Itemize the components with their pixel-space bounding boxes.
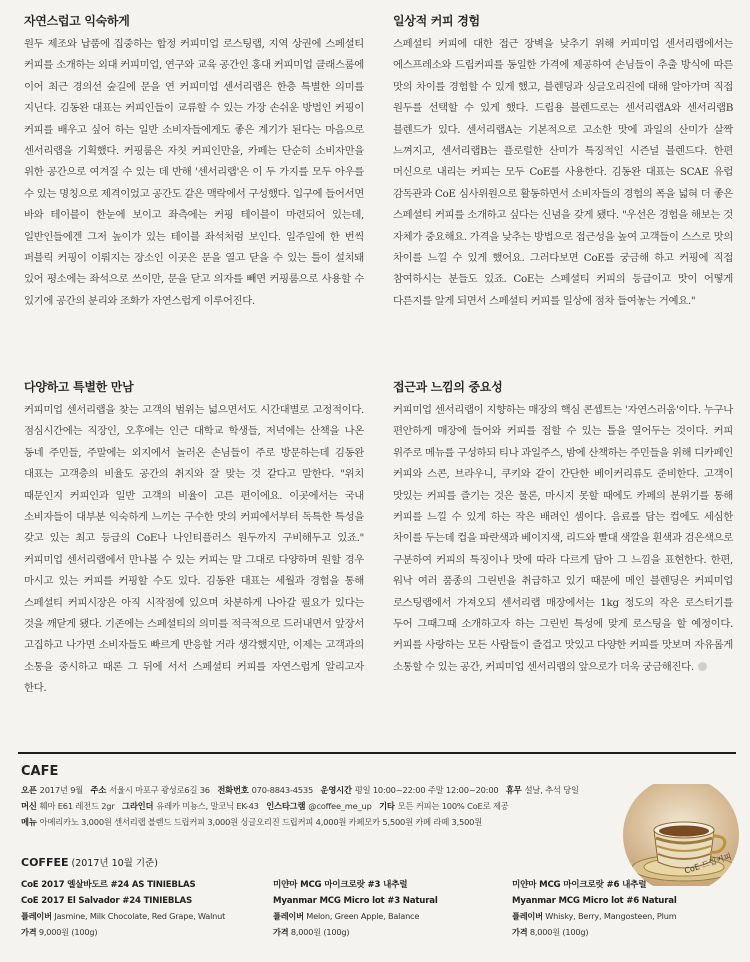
info-label: 주소 xyxy=(90,785,107,795)
coffee-name-en: Myanmar MCG Micro lot #3 Natural xyxy=(273,895,438,906)
section-title: 자연스럽고 익숙하게 xyxy=(24,14,130,28)
price-value: 9,000원 (100g) xyxy=(38,926,98,937)
section-natural xyxy=(24,12,364,312)
cafe-info xyxy=(21,764,621,830)
end-mark-icon xyxy=(698,662,707,671)
info-label: 머신 xyxy=(21,801,37,811)
cafe-info-row xyxy=(21,798,621,814)
coffee-name-en: CoE 2017 El Salvador #24 TINIEBLAS xyxy=(21,895,192,906)
info-value: 훼마 E61 레전드 2gr xyxy=(39,801,115,811)
coffee-price xyxy=(21,925,256,941)
photo-caption: CoE 드립커피 xyxy=(683,851,733,876)
price-label: 가격 xyxy=(21,926,37,937)
coffee-name-en: Myanmar MCG Micro lot #6 Natural xyxy=(512,895,677,906)
section-title: 일상적 커피 경험 xyxy=(393,14,480,28)
info-value: 070-8843-4535 xyxy=(251,785,314,795)
info-label: 전화번호 xyxy=(217,785,249,795)
info-label: 오픈 xyxy=(21,785,37,795)
section-access-feeling xyxy=(393,378,733,678)
coffee-item xyxy=(21,878,256,940)
coffee-flavor xyxy=(21,909,256,925)
info-value: 서울시 마포구 광성로6길 36 xyxy=(109,785,210,795)
info-value: 유레카 미뇽스, 말코닉 EK-43 xyxy=(156,801,259,811)
cafe-info-row xyxy=(21,814,621,830)
price-value: 8,000원 (100g) xyxy=(529,926,589,937)
coffee-note: (2017년 10월 기준) xyxy=(71,858,158,869)
flavor-label: 플레이버 xyxy=(273,911,304,921)
flavor-label: 플레이버 xyxy=(21,911,52,921)
price-label: 가격 xyxy=(512,926,528,937)
coffee-price xyxy=(273,925,508,941)
coffee-name-ko: 미얀마 MCG 마이크로랏 #6 내추럴 xyxy=(512,880,647,890)
section-body: 스페셜티 커피에 대한 접근 장벽을 낮추기 위해 커피미업 센서리랩에서는 에스프레소와 드립커피를 동일한 가격에 제공하여 손님들이 추출 방식에 따른 맛의 차이를 경험할 수 있게 했고, 블렌딩과 싱글오리진에 대해 알아가며 직접 원두를 선택할 수 있게 했다. 드립용 블렌드로는 센서리랩A와 센서리랩B 블렌드가 있다. 센서리랩A는 기본적으로 고소한 맛에 과일의 산미가 살짝 느껴지고, 센서리랩B는 플로럴한 산미가 특징적인 시즌널 블렌드다. 한편 머신으로 내리는 커피는 모두 CoE를 사용한다. 김동완 대표는 SCAE 유럽 감독관과 CoE 심사위원으로 활동하면서 소비자들의 경험의 폭을 넓혀 더 좋은 스페셜티 커피를 소개하고 싶다는 신념을 갖게 됐다. "우선은 경험을 해보는 것 자체가 중요해요. 가격을 낮추는 방법으로 접근성을 높여 고객들이 스스로 맛의 차이를 느낄 수 있게 했어요. 그러다보면 CoE를 궁금해 하고 커핑에 직접 참여하시는 분들도 있죠. CoE는 스페셜티 커피의 등급이고 맛이 어떻게 다른지를 알게 되면서 스페셜티 커피를 일상에 점차 들여놓는 거예요." xyxy=(393,38,733,307)
price-value: 8,000원 (100g) xyxy=(290,926,350,937)
section-body-text: 커피미업 센서리랩이 지향하는 매장의 핵심 콘셉트는 '자연스러움'이다. 누구나 편안하게 매장에 들어와 커피를 접할 수 있는 틀을 열어두는 것이다. 커피 위주로 메뉴를 구성하되 티나 과일주스, 밤에 산책하는 주민들을 위해 디카페인 커피와 스콘, 브라우니, 쿠키와 같이 간단한 베이커리류도 준비한다. 고객이 맛있는 커피를 즐기는 것은 물론, 마시지 못할 때에도 카페의 분위기를 통해 커피를 느낄 수 있게 하는 작은 배려인 셈이다. 음료를 담는 컵에도 세심한 차이를 두는데 컵을 파란색과 베이지색, 리드와 빨대 색깔을 흰색과 검은색으로 구분하여 커피의 특징이나 맛에 따라 다르게 담아 그 느낌을 표현한다. 한편, 워낙 여러 품종의 그린빈을 취급하고 있기 때문에 메인 블렌딩은 커피미업 로스팅랩에서 가져오되 센서리랩 매장에서는 1kg 정도의 작은 로스터기를 두어 그때그때 소개하고자 하는 그린빈 특성에 맞게 로스팅을 할 예정이다. 커피를 사랑하는 모든 사람들이 즐겁고 맛있고 다양한 커피를 맛보며 자유롭게 소통할 수 있는 공간, 커피미업 센서리랩의 앞으로가 더욱 궁금해진다. xyxy=(393,404,733,673)
info-value: 모든 커피는 100% CoE로 제공 xyxy=(397,801,509,811)
info-label: 메뉴 xyxy=(21,817,37,827)
coffee-title: COFFEE xyxy=(21,856,69,869)
info-value: 설날, 추석 당일 xyxy=(524,785,579,795)
flavor-label: 플레이버 xyxy=(512,911,543,921)
info-label: 인스타그램 xyxy=(266,801,306,811)
section-body: 원두 제조와 납품에 집중하는 합정 커피미업 로스팅랩, 지역 상권에 스페셜티 커피를 소개하는 외대 커피미업, 연구와 교육 공간인 홍대 커피미업 클래스룸에 이어 최근 경의선 숲길에 문을 연 커피미업 센서리랩은 한층 특별한 의미를 지닌다. 김동완 대표는 커피인들이 교류할 수 있는 가장 손쉬운 방법인 커핑이 커피를 배우고 싶어 하는 일반 소비자들에게도 좋은 계기가 된다는 마음으로 센서리랩을 기획했다. 커핑룸은 자칫 커피인만을, 카페는 단순히 소비자만을 위한 공간으로 여겨질 수 있는 데 반해 '센서리랩'은 이 두 가지를 모두 아우를 수 있는 명칭으로 제격이었고 공간도 같은 맥락에서 구성했다. 입구에 들어서면 바와 테이블이 한눈에 보이고 좌측에는 커핑 테이블이 마련되어 있는데, 일반인들에겐 그저 높이가 있는 테이블 좌석처럼 보인다. 일주일에 한 번씩 퍼블릭 커핑이 이뤄지는 장소인 이곳은 문을 열고 닫을 수 있는 틀이 설치돼 있어 평소에는 좌석으로 쓰이만, 문을 닫고 의자를 빼면 커핑룸으로 사용할 수 있기에 공간의 분리와 조화가 자연스럽게 이루어진다. xyxy=(24,38,364,307)
section-title: 접근과 느낌의 중요성 xyxy=(393,380,503,394)
section-everyday-coffee xyxy=(393,12,733,312)
flavor-value: Melon, Green Apple, Balance xyxy=(306,911,420,921)
divider-rule xyxy=(18,752,736,754)
info-value: 2017년 9월 xyxy=(39,785,84,795)
info-value: 평일 10:00~22:00 주말 12:00~20:00 xyxy=(354,785,499,795)
info-value: @coffee_me_up xyxy=(308,801,372,811)
info-label: 휴무 xyxy=(505,785,522,795)
price-label: 가격 xyxy=(273,926,289,937)
coffee-item xyxy=(512,878,747,940)
flavor-value: Jasmine, Milk Chocolate, Red Grape, Walnut xyxy=(54,911,226,921)
info-label: 그라인더 xyxy=(122,801,154,811)
coffee-flavor xyxy=(273,909,508,925)
cafe-title: CAFE xyxy=(21,764,59,779)
coffee-heading xyxy=(21,855,158,869)
coffee-name-ko: CoE 2017 엘살바도르 #24 AS TINIEBLAS xyxy=(21,880,196,890)
flavor-value: Whisky, Berry, Mangosteen, Plum xyxy=(545,911,677,921)
section-body xyxy=(393,400,733,678)
coffee-item xyxy=(273,878,508,940)
coffee-cup-photo xyxy=(620,784,742,886)
info-label: 기타 xyxy=(379,801,395,811)
coffee-name-ko: 미얀마 MCG 마이크로랏 #3 내추럴 xyxy=(273,880,408,890)
section-body: 커피미업 센서리랩을 찾는 고객의 범위는 넓으면서도 시간대별로 고정적이다. 점심시간에는 직장인, 오후에는 인근 대학교 학생들, 저녁에는 산책을 나온 동네 주민들, 주말에는 외지에서 놀러온 손님들이 주로 방문하는데 김동완 대표는 고객층의 비율도 공간의 취지와 잘 맞는 것 같다고 말한다. "위치 때문인지 커피인과 일반 고객의 비율이 고른 편이에요. 이곳에서는 국내 소비자들이 대부분 익숙하게 느끼는 구수한 맛의 커피에서부터 독특한 특성을 갖고 있는 최고 등급의 CoE나 나인티플러스 원두까지 구비해두고 있죠." 커피미업 센서리랩에서 만나볼 수 있는 커피는 말 그대로 다양하며 원할 경우 마시고 있는 커피를 커핑할 수도 있다. 김동완 대표는 세월과 경험을 통해 스페셜티 커피시장은 아직 시작점에 있으며 차분하게 나아갈 필요가 있다는 것을 깨닫게 됐다. 기존에는 스페셜티의 의미를 적극적으로 드러내면서 앞장서 고집하고 나가면 소비자들도 빠르게 반응할 거라 생각했지만, 이제는 고객과의 소통을 중시하고 때론 그 뒤에 서서 스페셜티 커피를 자연스럽게 알리고자 한다. xyxy=(24,404,364,695)
coffee-price xyxy=(512,925,747,941)
info-label: 운영시간 xyxy=(320,785,352,795)
section-title: 다양하고 특별한 만남 xyxy=(24,380,134,394)
info-value: 아메리카노 3,000원 센서리랩 블렌드 드립커피 3,000원 싱글오리진 드립커피 4,000원 카페모카 5,500원 카페 라떼 3,500원 xyxy=(39,817,483,827)
cafe-info-row xyxy=(21,782,621,798)
section-diverse-meeting xyxy=(24,378,364,700)
coffee-flavor xyxy=(512,909,747,925)
